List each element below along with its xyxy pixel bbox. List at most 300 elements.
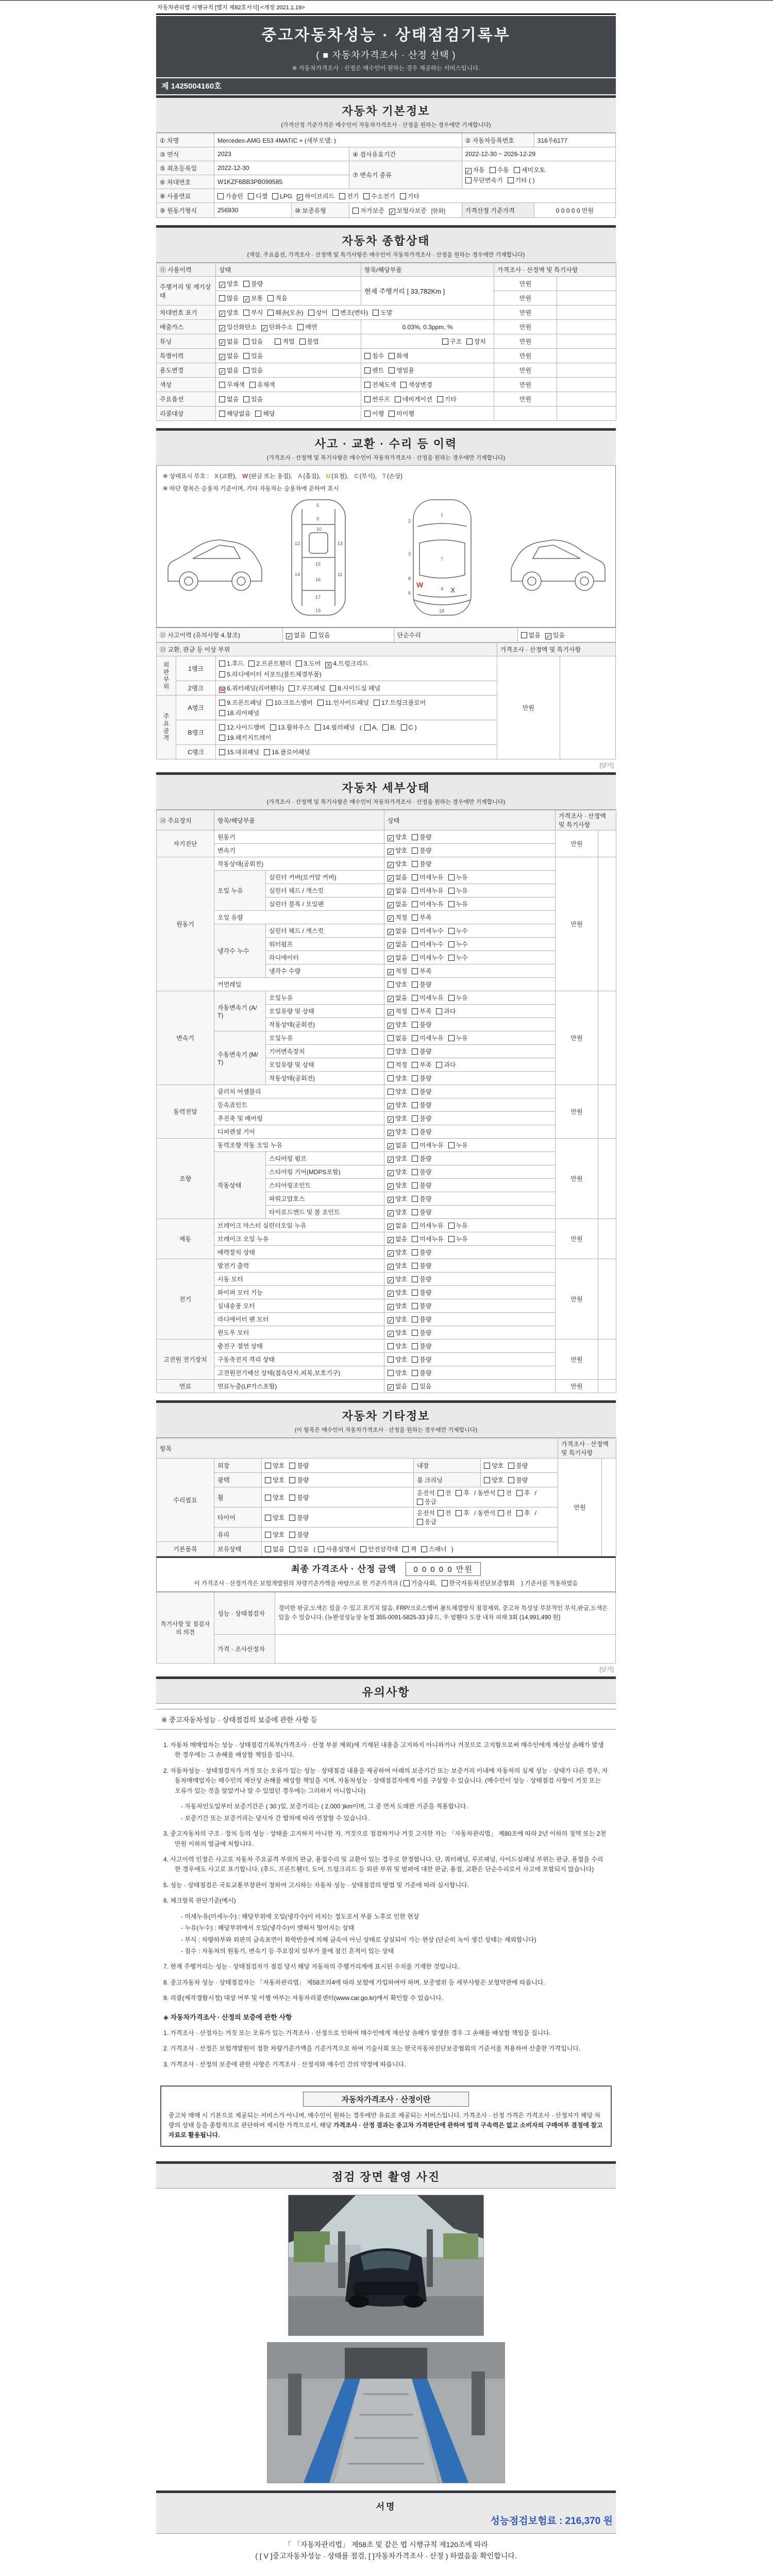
checkbox-unchecked[interactable] bbox=[448, 994, 468, 1002]
checkbox-unchecked[interactable] bbox=[332, 309, 368, 316]
checkbox-unchecked[interactable] bbox=[521, 632, 541, 639]
checkbox-unchecked[interactable] bbox=[402, 1546, 416, 1553]
checkbox-label: 한국자동차진단보증협회 bbox=[449, 1580, 515, 1587]
checkbox-label: 디젤 bbox=[255, 192, 268, 200]
checkbox-checked[interactable] bbox=[388, 1262, 407, 1269]
checkbox-unchecked[interactable] bbox=[448, 874, 468, 881]
svg-text:17: 17 bbox=[315, 595, 321, 600]
checkbox-icon: ✓ bbox=[388, 956, 393, 962]
checkbox-unchecked[interactable] bbox=[364, 352, 384, 360]
checkbox-icon bbox=[417, 1499, 423, 1505]
checkbox-unchecked[interactable] bbox=[412, 1128, 431, 1136]
checkbox-unchecked[interactable] bbox=[219, 410, 250, 417]
state-options bbox=[384, 1340, 556, 1353]
checkbox-unchecked[interactable] bbox=[508, 177, 535, 184]
checkbox-label: 누유 bbox=[456, 1222, 468, 1229]
checkbox-unchecked[interactable] bbox=[339, 193, 359, 200]
checkbox-checked[interactable] bbox=[286, 632, 306, 639]
checkbox-unchecked[interactable] bbox=[412, 1008, 431, 1015]
checkbox-checked[interactable] bbox=[545, 632, 565, 639]
checkbox-checked[interactable] bbox=[388, 1008, 407, 1015]
state-options bbox=[384, 1246, 556, 1259]
svg-text:2: 2 bbox=[408, 518, 411, 523]
checkbox-unchecked[interactable] bbox=[412, 1316, 431, 1323]
checkbox-unchecked[interactable] bbox=[484, 1462, 503, 1469]
checkbox-icon bbox=[421, 1546, 427, 1552]
rank-b-label: B랭크 bbox=[176, 720, 216, 745]
checkbox-unchecked[interactable] bbox=[382, 724, 396, 731]
checkbox-checked[interactable] bbox=[243, 295, 263, 302]
checkbox-icon bbox=[412, 1343, 418, 1349]
checkbox-checked[interactable] bbox=[388, 1155, 407, 1162]
checkbox-unchecked[interactable] bbox=[417, 1498, 436, 1505]
checkbox-unchecked[interactable] bbox=[267, 309, 303, 316]
checkbox-unchecked[interactable] bbox=[289, 1546, 309, 1553]
checkbox-unchecked[interactable] bbox=[364, 724, 378, 731]
checkbox-unchecked[interactable] bbox=[289, 1514, 309, 1521]
checkbox-unchecked[interactable] bbox=[508, 1477, 528, 1484]
checkbox-unchecked[interactable] bbox=[417, 1518, 436, 1526]
checkbox-unchecked[interactable] bbox=[219, 709, 259, 717]
checkbox-unchecked[interactable] bbox=[317, 699, 369, 706]
checkbox-icon bbox=[395, 396, 401, 402]
checkbox-unchecked[interactable] bbox=[275, 338, 294, 345]
checkbox-label: 미세누유 bbox=[419, 901, 444, 908]
section-subtitle: (색상, 주요옵션, 가격조사 · 산정액 및 특기사항은 매수인이 자동차가격조사 · 산정을 원하는 경우에만 기재합니다) bbox=[247, 252, 525, 258]
checkbox-icon bbox=[412, 1169, 418, 1175]
checkbox-checked[interactable] bbox=[388, 1235, 407, 1243]
part-label: 연료누출(LP가스포함) bbox=[214, 1380, 384, 1393]
svg-text:16: 16 bbox=[315, 577, 321, 582]
checkbox-unchecked[interactable] bbox=[412, 914, 431, 921]
checkbox-unchecked[interactable] bbox=[448, 1222, 468, 1229]
checkbox-unchecked[interactable] bbox=[272, 193, 292, 200]
part-label: 커먼레일 bbox=[214, 978, 384, 991]
checkbox-checked[interactable] bbox=[388, 887, 407, 894]
checkbox-unchecked[interactable] bbox=[436, 1061, 456, 1069]
part-label: 실린더 블록 / 오일팬 bbox=[266, 897, 384, 911]
checkbox-unchecked[interactable] bbox=[265, 1494, 284, 1501]
svg-text:6: 6 bbox=[408, 590, 411, 596]
checkbox-label: 불량 bbox=[419, 1195, 432, 1202]
checkbox-unchecked[interactable] bbox=[219, 295, 239, 302]
checkbox-unchecked[interactable] bbox=[267, 295, 287, 302]
checkbox-unchecked[interactable] bbox=[438, 1489, 451, 1497]
part-label: 변속기 bbox=[214, 844, 384, 857]
checkbox-unchecked[interactable] bbox=[412, 1075, 431, 1082]
checkbox-icon: ✓ bbox=[388, 1197, 393, 1204]
checkbox-checked[interactable] bbox=[388, 914, 407, 921]
checkbox-unchecked[interactable] bbox=[264, 749, 310, 756]
checkbox-icon bbox=[521, 632, 527, 638]
checkbox-unchecked[interactable] bbox=[442, 338, 462, 345]
notice-item: 3. 가격조사 · 산정의 보증에 관한 사항은 가격조사 · 산정자와 매수인 간의 약정에 따릅니다. bbox=[163, 2060, 406, 2068]
checkbox-unchecked[interactable] bbox=[255, 410, 275, 417]
part-label: 브레이크 마스터 실린더오일 누유 bbox=[214, 1219, 384, 1232]
checkbox-unchecked[interactable] bbox=[448, 1142, 468, 1149]
checkbox-icon bbox=[364, 411, 371, 417]
checkbox-icon bbox=[400, 382, 407, 388]
checkbox-unchecked[interactable] bbox=[289, 1494, 309, 1501]
checkbox-unchecked[interactable] bbox=[308, 309, 328, 316]
checkbox-label: 기술사회, bbox=[411, 1580, 437, 1587]
confirmation-line2: ( [ V ]중고자동차성능 · 상태를 점검, [ ]자동차가격조사 · 산정 ) 하였음을 확인합니다. bbox=[255, 2552, 517, 2561]
checkbox-checked[interactable] bbox=[388, 1249, 407, 1256]
checkbox-unchecked[interactable] bbox=[436, 1008, 456, 1015]
checkbox-icon: ✓ bbox=[388, 1318, 393, 1324]
checkbox-unchecked[interactable] bbox=[248, 660, 291, 667]
checkbox-unchecked[interactable] bbox=[412, 887, 443, 894]
checkbox-checked[interactable] bbox=[388, 968, 407, 975]
checkbox-unchecked[interactable] bbox=[219, 724, 265, 731]
checkbox-unchecked[interactable] bbox=[448, 941, 468, 948]
checkbox-checked[interactable] bbox=[388, 994, 407, 1002]
checkbox-unchecked[interactable] bbox=[217, 193, 243, 200]
checkbox-checked[interactable] bbox=[297, 193, 334, 200]
checkbox-icon bbox=[388, 1075, 394, 1081]
checkbox-icon bbox=[364, 382, 371, 388]
vin-label: ⑥ 차대번호 bbox=[157, 175, 214, 189]
checkbox-icon bbox=[401, 724, 407, 731]
checkbox-unchecked[interactable] bbox=[448, 927, 468, 935]
item-group-label: 오일 누유 bbox=[214, 871, 266, 911]
checkbox-unchecked[interactable] bbox=[243, 352, 263, 360]
checkbox-unchecked[interactable] bbox=[466, 338, 486, 345]
checkbox-unchecked[interactable] bbox=[289, 1477, 309, 1484]
panel-mark-w[interactable] bbox=[219, 685, 284, 692]
price-cell: 만원 bbox=[556, 991, 598, 1085]
checkbox-unchecked[interactable] bbox=[289, 1462, 309, 1469]
checkbox-unchecked[interactable] bbox=[412, 1369, 431, 1377]
checkbox-checked[interactable] bbox=[388, 1209, 407, 1216]
checkbox-unchecked[interactable] bbox=[249, 381, 275, 388]
checkbox-unchecked[interactable] bbox=[388, 1048, 407, 1055]
option-text: / 동반석 bbox=[474, 1489, 496, 1497]
checkbox-unchecked[interactable] bbox=[374, 699, 426, 706]
checkbox-label: 영업용 bbox=[396, 367, 414, 374]
checkbox-checked[interactable] bbox=[219, 280, 239, 287]
price-cell: 만원 bbox=[556, 1085, 598, 1139]
checkbox-checked[interactable] bbox=[388, 954, 407, 961]
checkbox-unchecked[interactable] bbox=[448, 954, 468, 961]
checkbox-unchecked[interactable] bbox=[516, 1510, 530, 1517]
checkbox-icon bbox=[265, 1463, 271, 1469]
checkbox-unchecked[interactable] bbox=[299, 338, 319, 345]
checkbox-checked[interactable] bbox=[388, 901, 407, 908]
checkbox-unchecked[interactable] bbox=[412, 941, 443, 948]
checkbox-unchecked[interactable] bbox=[412, 1168, 431, 1176]
checkbox-label: 있음 bbox=[297, 1546, 309, 1553]
final-note-post: ) 기준서를 적용하였음 bbox=[521, 1581, 578, 1587]
checkbox-icon bbox=[243, 310, 249, 316]
checkbox-unchecked[interactable] bbox=[400, 193, 419, 200]
legend-sym-u: U bbox=[326, 473, 331, 480]
checkbox-checked[interactable] bbox=[261, 324, 293, 331]
checkbox-unchecked[interactable] bbox=[412, 1222, 443, 1229]
checkbox-checked[interactable] bbox=[388, 1222, 407, 1229]
checkbox-checked[interactable] bbox=[388, 874, 407, 881]
part-label: 발전기 출력 bbox=[214, 1259, 384, 1273]
checkbox-unchecked[interactable] bbox=[243, 367, 263, 374]
checkbox-unchecked[interactable] bbox=[404, 1580, 437, 1587]
checkbox-label: 불량 bbox=[297, 1477, 309, 1484]
checkbox-unchecked[interactable] bbox=[388, 1061, 407, 1069]
checkbox-unchecked[interactable] bbox=[389, 367, 414, 374]
detail-row bbox=[157, 1340, 616, 1353]
checkbox-unchecked[interactable] bbox=[412, 1262, 431, 1269]
glass-options bbox=[262, 1528, 558, 1542]
checkbox-unchecked[interactable] bbox=[296, 660, 321, 667]
checkbox-unchecked[interactable] bbox=[310, 632, 330, 639]
note-cell bbox=[598, 1380, 616, 1393]
checkbox-unchecked[interactable] bbox=[465, 177, 503, 184]
checkbox-unchecked[interactable] bbox=[514, 166, 545, 174]
checkbox-unchecked[interactable] bbox=[243, 396, 263, 403]
checkbox-unchecked[interactable] bbox=[265, 1462, 284, 1469]
checkbox-unchecked[interactable] bbox=[412, 1209, 431, 1216]
checkbox-unchecked[interactable] bbox=[412, 1115, 431, 1122]
checkbox-checked[interactable] bbox=[388, 1383, 407, 1390]
trunk-exchange-mark: X bbox=[450, 586, 456, 594]
checkbox-checked[interactable] bbox=[388, 1142, 407, 1149]
state-options bbox=[384, 1031, 556, 1045]
legend-sym-x: X bbox=[214, 473, 219, 480]
checkbox-unchecked[interactable] bbox=[388, 1075, 407, 1082]
checkbox-unchecked[interactable] bbox=[401, 724, 417, 731]
checkbox-unchecked[interactable] bbox=[412, 1249, 431, 1256]
checkbox-unchecked[interactable] bbox=[388, 1356, 407, 1363]
checkbox-unchecked[interactable] bbox=[389, 410, 414, 417]
checkbox-unchecked[interactable] bbox=[265, 1531, 284, 1538]
checkbox-checked[interactable] bbox=[388, 1128, 407, 1136]
checkbox-unchecked[interactable] bbox=[412, 1343, 431, 1350]
checkbox-unchecked[interactable] bbox=[412, 847, 431, 854]
checkbox-unchecked[interactable] bbox=[412, 968, 431, 975]
checkbox-unchecked[interactable] bbox=[412, 1101, 431, 1109]
checkbox-unchecked[interactable] bbox=[265, 1477, 284, 1484]
checkbox-unchecked[interactable] bbox=[360, 1546, 398, 1553]
checkbox-unchecked[interactable] bbox=[363, 193, 395, 200]
checkbox-unchecked[interactable] bbox=[389, 352, 408, 360]
checkbox-unchecked[interactable] bbox=[442, 1580, 515, 1587]
checkbox-unchecked[interactable] bbox=[266, 699, 313, 706]
checkbox-unchecked[interactable] bbox=[412, 994, 443, 1002]
checkbox-unchecked[interactable] bbox=[330, 685, 380, 692]
device-label: 동력전달 bbox=[157, 1085, 214, 1139]
checkbox-checked[interactable] bbox=[388, 1101, 407, 1109]
checkbox-checked[interactable] bbox=[219, 338, 239, 345]
checkbox-label: 후 bbox=[463, 1510, 469, 1517]
checkbox-unchecked[interactable] bbox=[412, 981, 431, 988]
checkbox-unchecked[interactable] bbox=[456, 1489, 469, 1497]
checkbox-checked[interactable] bbox=[388, 1329, 407, 1336]
checkbox-unchecked[interactable] bbox=[388, 1088, 407, 1095]
checkbox-unchecked[interactable] bbox=[243, 309, 263, 316]
checkbox-checked[interactable] bbox=[388, 860, 407, 868]
checkbox-checked[interactable] bbox=[219, 352, 239, 360]
checkbox-unchecked[interactable] bbox=[412, 1302, 431, 1310]
checkbox-checked[interactable] bbox=[388, 1182, 407, 1189]
checkbox-unchecked[interactable] bbox=[412, 1195, 431, 1202]
checkbox-label: 없음 bbox=[395, 1235, 408, 1243]
holding-state-options bbox=[262, 1542, 558, 1556]
checkbox-unchecked[interactable] bbox=[318, 1546, 356, 1553]
checkbox-checked[interactable] bbox=[388, 1021, 407, 1028]
checkbox-unchecked[interactable] bbox=[448, 901, 468, 908]
checkbox-unchecked[interactable] bbox=[412, 1035, 443, 1042]
checkbox-checked[interactable] bbox=[388, 1302, 407, 1310]
checkbox-icon bbox=[364, 724, 371, 731]
checkbox-unchecked[interactable] bbox=[373, 309, 392, 316]
checkbox-unchecked[interactable] bbox=[490, 166, 509, 174]
notice-subtitle: ※ 중고자동차성능 · 상태점검의 보증에 관한 사항 등 bbox=[156, 1709, 616, 1730]
checkbox-unchecked[interactable] bbox=[412, 1061, 431, 1069]
checkbox-unchecked[interactable] bbox=[412, 1289, 431, 1296]
checkbox-label: 부족 bbox=[419, 1008, 432, 1015]
final-price-value: 0 0 0 0 0 만원 bbox=[406, 1562, 481, 1576]
checkbox-unchecked[interactable] bbox=[219, 660, 244, 667]
checkbox-unchecked[interactable] bbox=[219, 381, 245, 388]
checkbox-unchecked[interactable] bbox=[448, 1035, 468, 1042]
state-options bbox=[384, 964, 556, 978]
checkbox-unchecked[interactable] bbox=[388, 1035, 407, 1042]
checkbox-unchecked[interactable] bbox=[395, 396, 432, 403]
checkbox-label: 잭 bbox=[410, 1546, 416, 1553]
first-reg-label: ⑤ 최초등록일 bbox=[157, 161, 214, 175]
checkbox-unchecked[interactable] bbox=[364, 381, 396, 388]
checkbox-unchecked[interactable] bbox=[219, 734, 271, 741]
checkbox-unchecked[interactable] bbox=[364, 367, 384, 374]
checkbox-unchecked[interactable] bbox=[412, 860, 431, 868]
checkbox-unchecked[interactable] bbox=[270, 724, 310, 731]
mileage-amount-options bbox=[216, 291, 361, 306]
checkbox-unchecked[interactable] bbox=[219, 396, 239, 403]
checkbox-unchecked[interactable] bbox=[265, 1514, 284, 1521]
checkbox-unchecked[interactable] bbox=[364, 396, 390, 403]
svg-text:5: 5 bbox=[316, 503, 320, 508]
collapse-link[interactable]: [닫기] bbox=[599, 1667, 614, 1673]
checkbox-unchecked[interactable] bbox=[448, 887, 468, 894]
checkbox-checked[interactable] bbox=[388, 1195, 407, 1202]
checkbox-icon: ✓ bbox=[388, 1211, 393, 1217]
checkbox-unchecked[interactable] bbox=[412, 927, 443, 935]
checkbox-checked[interactable] bbox=[465, 166, 485, 174]
checkbox-unchecked[interactable] bbox=[289, 1531, 309, 1538]
wheel-position-options bbox=[414, 1487, 558, 1507]
checkbox-icon: ✓ bbox=[388, 970, 393, 976]
checkbox-unchecked[interactable] bbox=[297, 324, 317, 331]
panel-mark-x[interactable] bbox=[325, 660, 368, 667]
checkbox-checked[interactable] bbox=[388, 834, 407, 841]
checkbox-unchecked[interactable] bbox=[412, 954, 443, 961]
checkbox-checked[interactable] bbox=[388, 1276, 407, 1283]
checkbox-unchecked[interactable] bbox=[516, 1489, 530, 1497]
checkbox-unchecked[interactable] bbox=[289, 685, 325, 692]
checkbox-unchecked[interactable] bbox=[456, 1510, 469, 1517]
checkbox-checked[interactable] bbox=[219, 324, 257, 331]
checkbox-checked[interactable] bbox=[219, 367, 239, 374]
checkbox-checked[interactable] bbox=[219, 309, 239, 316]
checkbox-unchecked[interactable] bbox=[412, 1088, 431, 1095]
checkbox-unchecked[interactable] bbox=[508, 1462, 528, 1469]
checkbox-unchecked[interactable] bbox=[437, 396, 457, 403]
checkbox-unchecked[interactable] bbox=[412, 834, 431, 841]
checkbox-checked[interactable] bbox=[388, 927, 407, 935]
checkbox-unchecked[interactable] bbox=[243, 280, 263, 287]
checkbox-checked[interactable] bbox=[389, 207, 427, 214]
checkbox-unchecked[interactable] bbox=[412, 1182, 431, 1189]
checkbox-unchecked[interactable] bbox=[364, 410, 384, 417]
checkbox-unchecked[interactable] bbox=[219, 749, 259, 756]
checkbox-unchecked[interactable] bbox=[498, 1510, 512, 1517]
polish-label: 광택 bbox=[214, 1473, 262, 1487]
checkbox-checked[interactable] bbox=[388, 941, 407, 948]
checkbox-unchecked[interactable] bbox=[243, 338, 263, 345]
collapse-link[interactable]: [닫기] bbox=[599, 762, 614, 769]
checkbox-unchecked[interactable] bbox=[400, 381, 432, 388]
checkbox-unchecked[interactable] bbox=[412, 1142, 443, 1149]
checkbox-unchecked[interactable] bbox=[412, 874, 443, 881]
checkbox-unchecked[interactable] bbox=[412, 1276, 431, 1283]
transmission-options-line2 bbox=[465, 176, 612, 184]
checkbox-checked[interactable] bbox=[388, 1115, 407, 1122]
checkbox-unchecked[interactable] bbox=[265, 1546, 284, 1553]
checkbox-unchecked[interactable] bbox=[352, 207, 384, 214]
checkbox-unchecked[interactable] bbox=[412, 1329, 431, 1336]
checkbox-unchecked[interactable] bbox=[412, 901, 443, 908]
checkbox-icon: ✓ bbox=[297, 194, 303, 201]
checkbox-checked[interactable] bbox=[388, 847, 407, 854]
checkbox-unchecked[interactable] bbox=[412, 1235, 443, 1243]
checkbox-unchecked[interactable] bbox=[421, 1546, 447, 1553]
checkbox-unchecked[interactable] bbox=[498, 1489, 512, 1497]
checkbox-unchecked[interactable] bbox=[412, 1048, 431, 1055]
checkbox-icon: ✓ bbox=[388, 903, 393, 909]
checkbox-unchecked[interactable] bbox=[412, 1356, 431, 1363]
checkbox-unchecked[interactable] bbox=[448, 1235, 468, 1243]
checkbox-unchecked[interactable] bbox=[219, 671, 322, 678]
checkbox-icon bbox=[289, 1463, 295, 1469]
item-header: 항목/해당부품 bbox=[214, 810, 384, 831]
checkbox-label: 매연 bbox=[305, 324, 317, 331]
part-label: 구동축전지 격리 상태 bbox=[214, 1353, 384, 1366]
checkbox-unchecked[interactable] bbox=[484, 1477, 503, 1484]
checkbox-unchecked[interactable] bbox=[412, 1155, 431, 1162]
checkbox-checked[interactable] bbox=[388, 1316, 407, 1323]
checkbox-unchecked[interactable] bbox=[412, 1383, 431, 1390]
checkbox-icon bbox=[412, 1062, 418, 1068]
checkbox-unchecked[interactable] bbox=[219, 699, 262, 706]
notice-item: 7. 현재 주행거리는 성능 · 상태점검자가 점검 당시 해당 자동차의 주행거리계에 표시된 수치를 기재한 것입니다. bbox=[163, 1963, 460, 1971]
checkbox-unchecked[interactable] bbox=[248, 193, 267, 200]
checkbox-unchecked[interactable] bbox=[388, 1369, 407, 1377]
base-price-label: 가격산정 기준가격 bbox=[462, 203, 534, 218]
checkbox-unchecked[interactable] bbox=[388, 981, 407, 988]
checkbox-unchecked[interactable] bbox=[388, 1343, 407, 1350]
checkbox-unchecked[interactable] bbox=[438, 1510, 451, 1517]
checkbox-icon bbox=[412, 1223, 418, 1229]
item-group-label: 냉각수 누수 bbox=[214, 924, 266, 978]
checkbox-checked[interactable] bbox=[388, 1289, 407, 1296]
legend-sym-w: W bbox=[242, 473, 248, 480]
note-cell bbox=[557, 406, 616, 421]
checkbox-icon bbox=[219, 700, 225, 706]
checkbox-checked[interactable] bbox=[388, 1168, 407, 1176]
checkbox-unchecked[interactable] bbox=[315, 724, 355, 731]
checkbox-label: 9.프론트패널 bbox=[227, 699, 262, 706]
checkbox-unchecked[interactable] bbox=[412, 1021, 431, 1028]
checkbox-label: 누유 bbox=[456, 1142, 468, 1149]
